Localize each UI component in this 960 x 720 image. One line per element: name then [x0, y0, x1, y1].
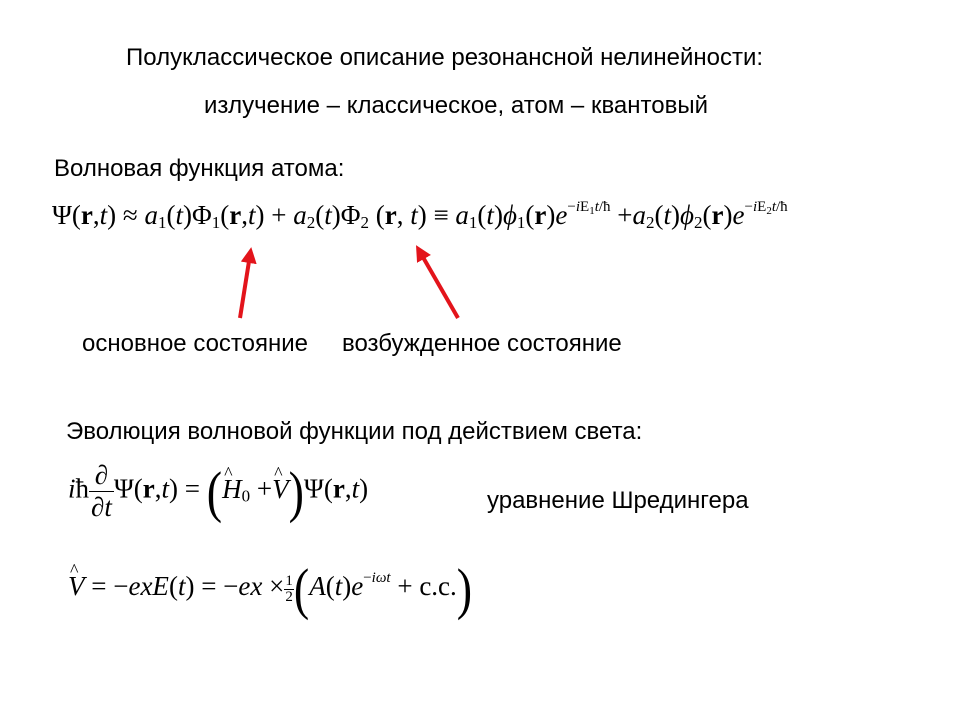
arrow-excited-state	[420, 252, 458, 318]
page-title-line1: Полуклассическое описание резонансной нелинейности:	[126, 44, 764, 71]
schrodinger-label: уравнение Шредингера	[487, 487, 749, 514]
excited-state-label: возбужденное состояние	[342, 330, 622, 357]
complex-conjugate-text: c.c.	[419, 571, 457, 602]
arrow-ground-state	[240, 255, 250, 318]
wavefunction-formula: $\Psi(r,t) \approx a_1(t)\Phi_1(r,t) + a_2(t)\Phi_2$ (r, $t) \equiv a_1(t)\phi_1(r)e^{-iE_1t/ħ} +a_2(t)\phi_2(r)e^{-iE_2t/ħ}$	[52, 199, 788, 232]
schrodinger-equation: iħ $\frac{\partial}{\partial t}$ Ψ(r,t) = (H $\^{}_0 +V$ ^)Ψ(r,t)	[68, 462, 368, 521]
interaction-operator-formula: V ^ = −exE(t) = −ex × $\frac{1}{2}$ $(A(t)e^{-i\omega t} + c.c.)$	[68, 566, 472, 612]
page-title-line2: излучение – классическое, атом – квантовый	[204, 92, 708, 119]
ground-state-label: основное состояние	[82, 330, 309, 357]
evolution-heading: Эволюция волновой функции под действием света:	[66, 418, 643, 445]
wavefunction-heading: Волновая функция атома:	[54, 155, 345, 182]
